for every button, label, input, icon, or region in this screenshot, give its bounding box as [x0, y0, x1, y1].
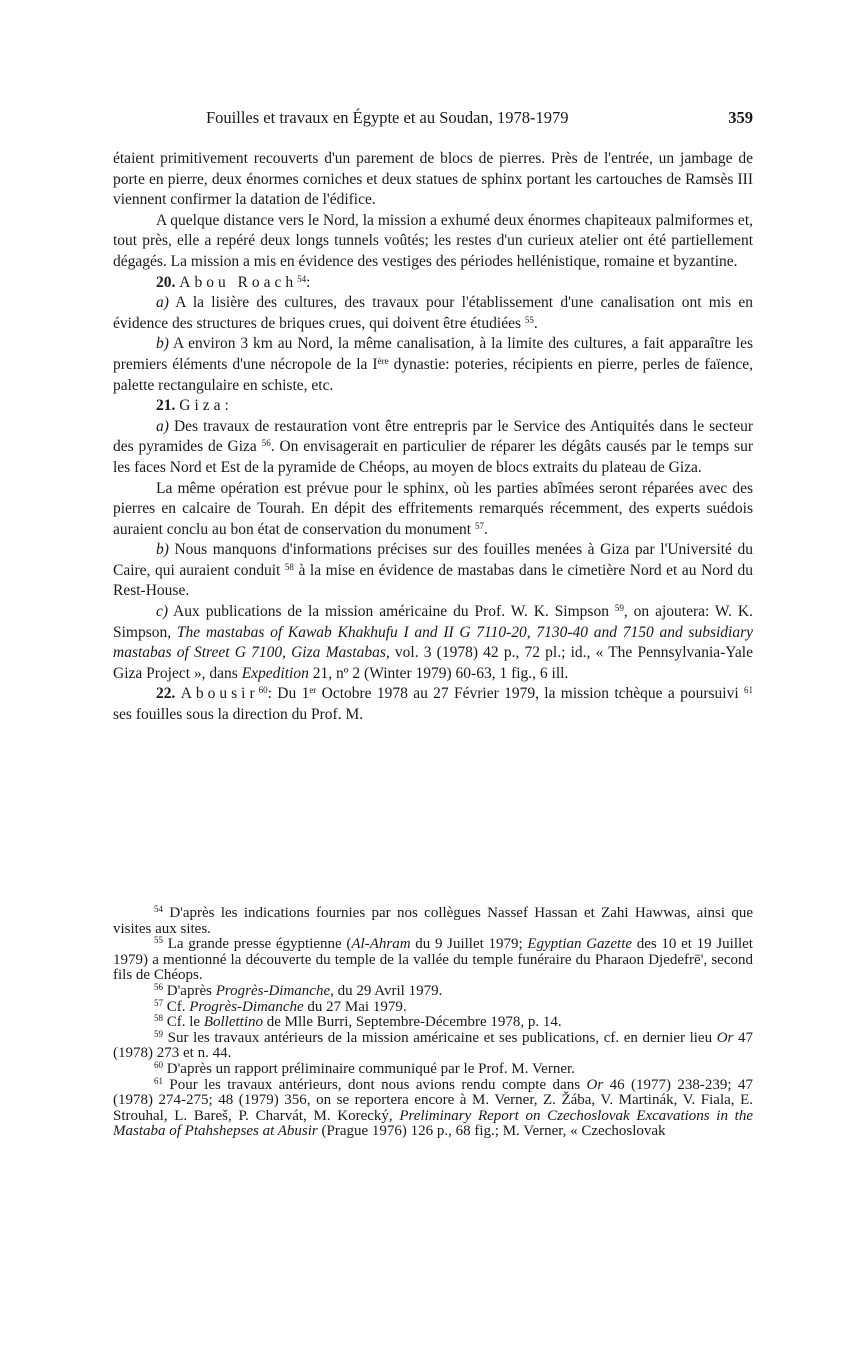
newspaper-title: Al-Ahram — [351, 936, 411, 953]
book-title: Preliminary Report on Czechoslovak Excavations in the Mastaba of Ptahshepses at Abusir — [113, 1107, 753, 1140]
text: Octobre 1978 au 27 Février 1979, la mission tchèque a poursuivi — [316, 685, 739, 703]
footnote-ref[interactable]: 59 — [614, 603, 624, 614]
footnotes — [113, 906, 753, 1140]
footnote-text: D'après — [163, 982, 216, 999]
journal-title: Or — [716, 1029, 734, 1046]
item-label: b) — [156, 335, 169, 353]
footnote-text: du 27 Mai 1979. — [303, 998, 407, 1015]
footnote-text: (Prague 1976) 126 p., 68 fig.; M. Verner, « Czechoslovak — [317, 1123, 666, 1140]
item-label: a) — [156, 294, 169, 312]
text: : Du 1 — [267, 685, 310, 703]
journal-title: Bollettino — [203, 1014, 263, 1031]
footnote-text: Cf. le — [163, 1014, 204, 1031]
footnote-61 — [113, 1075, 753, 1140]
item-label: a) — [156, 417, 169, 435]
newspaper-title: Progrès-Dimanche — [215, 982, 331, 999]
footnote-57 — [113, 997, 753, 1016]
footnote-60 — [113, 1059, 753, 1078]
journal-title: Expedition — [241, 664, 309, 682]
section-number: 21. — [156, 397, 176, 415]
footnote-text: 46 (1977) 238-239; 47 (1978) 274-275; 48 (1979) 356, on se reportera encore à M. Verner, Z. Žába, V. Martinák, V. Fiala, E. Strouhal, L. Bareš, P. Charvát, M. Korecký, — [113, 1076, 753, 1124]
paragraph — [113, 540, 753, 602]
page — [113, 108, 753, 726]
paragraph — [113, 417, 753, 479]
footnote-number: 55 — [154, 935, 163, 946]
site-name: Abou Roach — [179, 273, 298, 291]
footnote-ref[interactable]: 61 — [744, 685, 753, 696]
footnote-56 — [113, 981, 753, 1000]
footnote-text: D'après un rapport préliminaire communiqué par le Prof. M. Verner. — [163, 1060, 575, 1077]
footnote-ref[interactable]: 55 — [524, 314, 534, 325]
section-number: 20. — [156, 273, 176, 291]
footnote-number: 58 — [154, 1013, 163, 1024]
text: ses fouilles sous la direction du Prof. M. — [113, 706, 364, 724]
punctuation: : — [306, 273, 311, 291]
running-header — [113, 108, 753, 132]
site-name: Giza — [179, 397, 225, 415]
punctuation: : — [224, 397, 229, 415]
newspaper-title: Progrès-Dimanche — [189, 998, 304, 1015]
footnote-number: 59 — [154, 1028, 163, 1039]
footnote-ref[interactable]: 56 — [261, 438, 271, 449]
footnote-ref[interactable]: 57 — [474, 520, 484, 531]
site-name: Abousir — [180, 685, 259, 703]
footnote-text: La grande presse égyptienne ( — [163, 936, 352, 953]
item-label: c) — [156, 603, 169, 621]
punctuation: . — [533, 314, 538, 332]
superscript: er — [309, 685, 317, 696]
text: La même opération est prévue pour le sphinx, où les parties abîmées seront réparées avec des pierres en calcaire de Tourah. En dépit des effritements remarqués récemment, des experts suédois auraient conclu au bon état de conservation du monument — [113, 479, 753, 538]
footnote-number: 60 — [154, 1059, 163, 1070]
text: Des travaux de restauration vont être entrepris par le Service des Antiquités dans le secteur des pyramides de Giza — [113, 417, 753, 456]
footnote-58 — [113, 1015, 753, 1031]
paragraph: A quelque distance vers le Nord, la mission a exhumé deux énormes chapiteaux palmiformes et, tout près, elle a repéré deux longs tunnels voûtés; les restes d'un curieux atelier ont été partiellement dégagés. La mission a mis en évidence des vestiges des périodes hellénistique, romaine et byzantine. — [113, 211, 753, 270]
footnote-text: Pour les travaux antérieurs, dont nous avions rendu compte dans — [163, 1076, 587, 1093]
footnote-54 — [113, 906, 753, 937]
footnote-text: de Mlle Burri, Septembre-Décembre 1978, p. 14. — [263, 1014, 562, 1031]
journal-title: Or — [586, 1076, 604, 1093]
paragraph — [113, 334, 753, 396]
footnote-text: 47 (1978) 273 et n. 44. — [113, 1029, 753, 1062]
text: , on ajoutera: W. K. Simpson, — [113, 603, 754, 641]
page-number: 359 — [728, 108, 753, 127]
main-text — [113, 149, 753, 726]
text: A environ 3 km au Nord, la même canalisation, à la limite des cultures, a fait apparaître les premiers éléments d'une nécropole de la I — [113, 335, 753, 373]
footnote-55 — [113, 937, 753, 984]
paragraph — [113, 293, 753, 334]
footnote-59 — [113, 1028, 753, 1062]
footnote-text: Cf. — [163, 998, 190, 1015]
section-heading-22 — [113, 684, 753, 725]
footnote-text: Sur les travaux antérieurs de la mission américaine et ses publications, cf. en dernier lieu — [163, 1029, 717, 1046]
book-title: The mastabas of Kawab Khakhufu I and II G 7110-20, 7130-40 and 7150 and subsidiary mastabas of Street G 7100, Giza Mastabas, — [113, 623, 753, 662]
footnote-number: 56 — [154, 981, 163, 992]
paragraph — [113, 479, 753, 541]
text: vol. 3 (1978) 42 p., 72 pl.; id., « The Pennsylvania-Yale Giza Project », dans — [113, 644, 753, 682]
footnote-text: des 10 et 19 Juillet 1979) a mentionné la découverte du temple de la vallée du temple funéraire du Pharaon Djedefrē', second fils de Chéops. — [113, 936, 753, 984]
item-label: b) — [156, 541, 169, 559]
text: . On envisagerait en particulier de réparer les dégâts causés par le temps sur les faces Nord et Est de la pyramide de Chéops, au moyen de blocs extraits du plateau de Giza. — [113, 438, 753, 476]
section-heading-21 — [113, 396, 753, 417]
text: dynastie: poteries, récipients en pierre, perles de faïence, palette rectangulaire en schiste, etc. — [113, 355, 753, 394]
paragraph: étaient primitivement recouverts d'un parement de blocs de pierres. Près de l'entrée, un jambage de porte en pierre, deux énormes corniches et deux statues de sphinx portant les cartouches de Ramsès III viennent confirmer la datation de l'édifice. — [113, 150, 753, 209]
text: A la lisière des cultures, des travaux pour l'établissement d'une canalisation ont mis en évidence des structures de briques crues, qui doivent être étudiées — [113, 294, 753, 332]
paragraph — [113, 602, 753, 684]
section-heading-20 — [113, 273, 753, 294]
footnote-text: , du 29 Avril 1979. — [330, 982, 443, 999]
punctuation: . — [483, 520, 488, 538]
footnote-ref[interactable]: 60 — [258, 685, 268, 696]
footnote-number: 54 — [154, 904, 163, 914]
section-number: 22. — [156, 685, 176, 703]
text: Nous manquons d'informations précises sur des fouilles menées à Giza par l'Université du Caire, qui auraient conduit — [113, 541, 753, 579]
superscript: ère — [377, 355, 389, 366]
footnote-number: 61 — [154, 1075, 163, 1086]
running-title: Fouilles et travaux en Égypte et au Soudan, 1978-1979 — [206, 108, 569, 127]
text: 21, nº 2 (Winter 1979) 60-63, 1 fig., 6 ill. — [308, 664, 569, 682]
footnote-text: du 9 Juillet 1979; — [410, 936, 528, 953]
footnote-ref[interactable]: 58 — [284, 561, 294, 572]
footnote-ref[interactable]: 54 — [297, 273, 307, 284]
footnote-text: D'après les indications fournies par nos collègues Nassef Hassan et Zahi Hawwas, ainsi que visites aux sites. — [113, 905, 753, 937]
text: à la mise en évidence de mastabas dans le cimetière Nord et au Nord du Rest-House. — [113, 561, 753, 600]
newspaper-title: Egyptian Gazette — [527, 936, 633, 953]
text: Aux publications de la mission américaine du Prof. W. K. Simpson — [168, 603, 609, 621]
footnote-number: 57 — [154, 997, 163, 1008]
